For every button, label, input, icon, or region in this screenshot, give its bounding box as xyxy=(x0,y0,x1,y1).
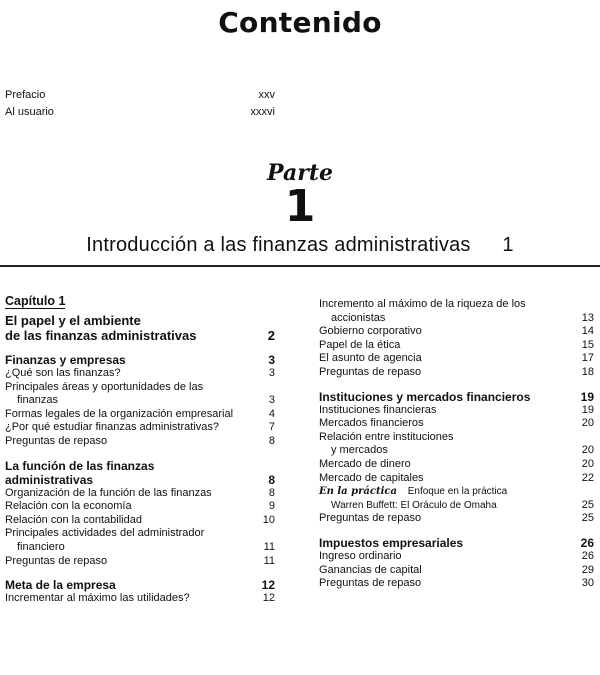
entry-text: Incrementar al máximo las utilidades? xyxy=(5,592,190,605)
toc-right-column xyxy=(319,298,594,591)
page-number: 25 xyxy=(581,498,594,511)
page-number: 26 xyxy=(581,549,594,562)
entry-text: Formas legales de la organización empresarial xyxy=(5,407,234,420)
toc-entry[interactable] xyxy=(319,417,594,431)
page-number: 25 xyxy=(581,512,594,525)
section-title: administrativas xyxy=(5,472,94,487)
page-number: 7 xyxy=(268,421,275,434)
page-number: 20 xyxy=(581,417,594,430)
page-number: xxv xyxy=(258,89,275,101)
toc-section[interactable] xyxy=(5,459,275,487)
entry-text: Ingreso ordinario xyxy=(319,549,402,562)
entry-text: Mercados financieros xyxy=(319,417,424,430)
toc-section[interactable] xyxy=(319,390,594,404)
entry-text: Relación entre instituciones xyxy=(319,430,454,443)
page-number: 19 xyxy=(581,403,594,416)
toc-left-column xyxy=(5,294,275,606)
toc-entry[interactable] xyxy=(319,298,594,325)
toc-entry[interactable] xyxy=(319,404,594,418)
page-number: 8 xyxy=(268,434,275,447)
page-number: 12 xyxy=(262,592,275,605)
entry-text: ¿Por qué estudiar finanzas administrativas? xyxy=(5,421,219,434)
practice-logo: En la práctica xyxy=(319,486,397,498)
toc-entry[interactable] xyxy=(5,592,275,606)
entry-text: accionistas xyxy=(331,311,386,324)
chapter-title-line: de las finanzas administrativas xyxy=(5,328,197,343)
toc-entry[interactable] xyxy=(5,500,275,514)
toc-entry[interactable] xyxy=(5,435,275,449)
page-number: 9 xyxy=(268,500,275,513)
toc-entry[interactable] xyxy=(5,514,275,528)
page-number: 3 xyxy=(268,353,275,367)
page-number: 3 xyxy=(268,367,275,379)
page-number: 10 xyxy=(262,513,275,526)
page-number: 11 xyxy=(263,540,275,553)
toc-entry[interactable] xyxy=(5,408,275,422)
section-title: Impuestos empresariales xyxy=(319,535,464,550)
section-title: Meta de la empresa xyxy=(5,578,116,593)
toc-section[interactable] xyxy=(5,578,275,592)
page-number: 8 xyxy=(268,472,275,487)
practice-insert-entry[interactable] xyxy=(319,485,594,512)
page-number: 12 xyxy=(261,578,275,593)
entry-text: Mercado de capitales xyxy=(319,471,424,484)
page-number: 2 xyxy=(267,328,275,343)
entry-text: financiero xyxy=(17,540,65,553)
entry-text: Instituciones financieras xyxy=(319,403,437,416)
section-title: La función de las finanzas xyxy=(5,458,155,473)
entry-text: Preguntas de repaso xyxy=(319,512,422,525)
entry-text: Organización de la función de las finanzas xyxy=(5,486,212,499)
entry-text: Preguntas de repaso xyxy=(5,434,108,447)
page-number: xxxvi xyxy=(250,106,275,118)
page-number: 15 xyxy=(581,338,594,351)
page-number: 22 xyxy=(581,471,594,484)
entry-text: Preguntas de repaso xyxy=(319,577,422,590)
section-title: Finanzas y empresas xyxy=(5,353,126,367)
part-label: Parte xyxy=(267,160,333,186)
toc-entry[interactable] xyxy=(5,421,275,435)
entry-text: Preguntas de repaso xyxy=(319,365,422,378)
entry-text: Incremento al máximo de la riqueza de los xyxy=(319,298,526,310)
page-number: 29 xyxy=(581,563,594,576)
insert-title: Enfoque en la práctica xyxy=(407,486,508,498)
toc-entry[interactable] xyxy=(319,431,594,458)
toc-entry[interactable] xyxy=(319,352,594,366)
page-number: 4 xyxy=(268,407,275,420)
insert-subtitle: Warren Buffett: El Oráculo de Omaha xyxy=(331,499,497,511)
chapter-title-line: El papel y el ambiente xyxy=(5,313,141,328)
part-number: 1 xyxy=(284,181,316,232)
toc-entry[interactable] xyxy=(319,325,594,339)
toc-entry[interactable] xyxy=(319,564,594,578)
entry-text: finanzas xyxy=(17,394,58,407)
section-title: Instituciones y mercados financieros xyxy=(319,389,531,404)
toc-entry[interactable] xyxy=(5,381,275,408)
entry-text: Gobierno corporativo xyxy=(319,325,422,338)
page-number: 20 xyxy=(581,444,594,457)
part-title[interactable] xyxy=(0,234,600,257)
toc-entry[interactable] xyxy=(319,366,594,380)
entry-text: Preguntas de repaso xyxy=(5,554,108,567)
toc-entry[interactable] xyxy=(319,458,594,472)
entry-text: El asunto de agencia xyxy=(319,352,422,365)
page-number: 11 xyxy=(263,554,275,567)
part-title-text: Introducción a las finanzas administrativas xyxy=(86,234,471,256)
entry-text: Relación con la economía xyxy=(5,500,132,513)
page-number: 26 xyxy=(580,535,594,550)
page-title: Contenido xyxy=(218,6,382,39)
page-number: 8 xyxy=(268,486,275,499)
entry-text: Principales áreas y oportunidades de las xyxy=(5,380,204,393)
toc-entry[interactable] xyxy=(319,339,594,353)
part-page-number: 1 xyxy=(502,234,514,256)
page-number: 20 xyxy=(581,457,594,470)
page-number: 17 xyxy=(581,352,594,365)
entry-text: Principales actividades del administrador xyxy=(5,527,205,540)
entry-text: Papel de la ética xyxy=(319,338,401,351)
toc-section[interactable] xyxy=(319,536,594,550)
toc-section[interactable] xyxy=(5,353,275,367)
toc-entry[interactable] xyxy=(319,577,594,591)
front-matter-item[interactable] xyxy=(5,103,275,120)
entry-text: Ganancias de capital xyxy=(319,563,422,576)
page-number: 13 xyxy=(581,311,594,324)
toc-entry[interactable] xyxy=(319,550,594,564)
toc-entry[interactable] xyxy=(5,555,275,569)
toc-entry[interactable] xyxy=(5,367,275,381)
entry-text: ¿Qué son las finanzas? xyxy=(5,367,121,379)
page-number: 14 xyxy=(581,325,594,338)
chapter-label: Capítulo 1 xyxy=(5,294,66,308)
toc-entry[interactable] xyxy=(5,487,275,501)
toc-entry[interactable] xyxy=(319,512,594,526)
section-divider xyxy=(0,265,600,267)
front-matter-item[interactable] xyxy=(5,86,275,103)
front-matter-list xyxy=(5,86,275,120)
entry-text: Mercado de dinero xyxy=(319,457,411,470)
toc-entry[interactable] xyxy=(5,527,275,554)
front-matter-label: Prefacio xyxy=(5,89,46,101)
page-number: 18 xyxy=(581,365,594,378)
front-matter-label: Al usuario xyxy=(5,106,54,118)
entry-text: Relación con la contabilidad xyxy=(5,513,142,526)
entry-text: y mercados xyxy=(331,444,388,457)
page-number: 30 xyxy=(581,577,594,590)
page-number: 19 xyxy=(580,389,594,404)
chapter-title[interactable] xyxy=(5,313,275,343)
page-number: 3 xyxy=(268,394,275,407)
toc-entry[interactable] xyxy=(319,472,594,486)
